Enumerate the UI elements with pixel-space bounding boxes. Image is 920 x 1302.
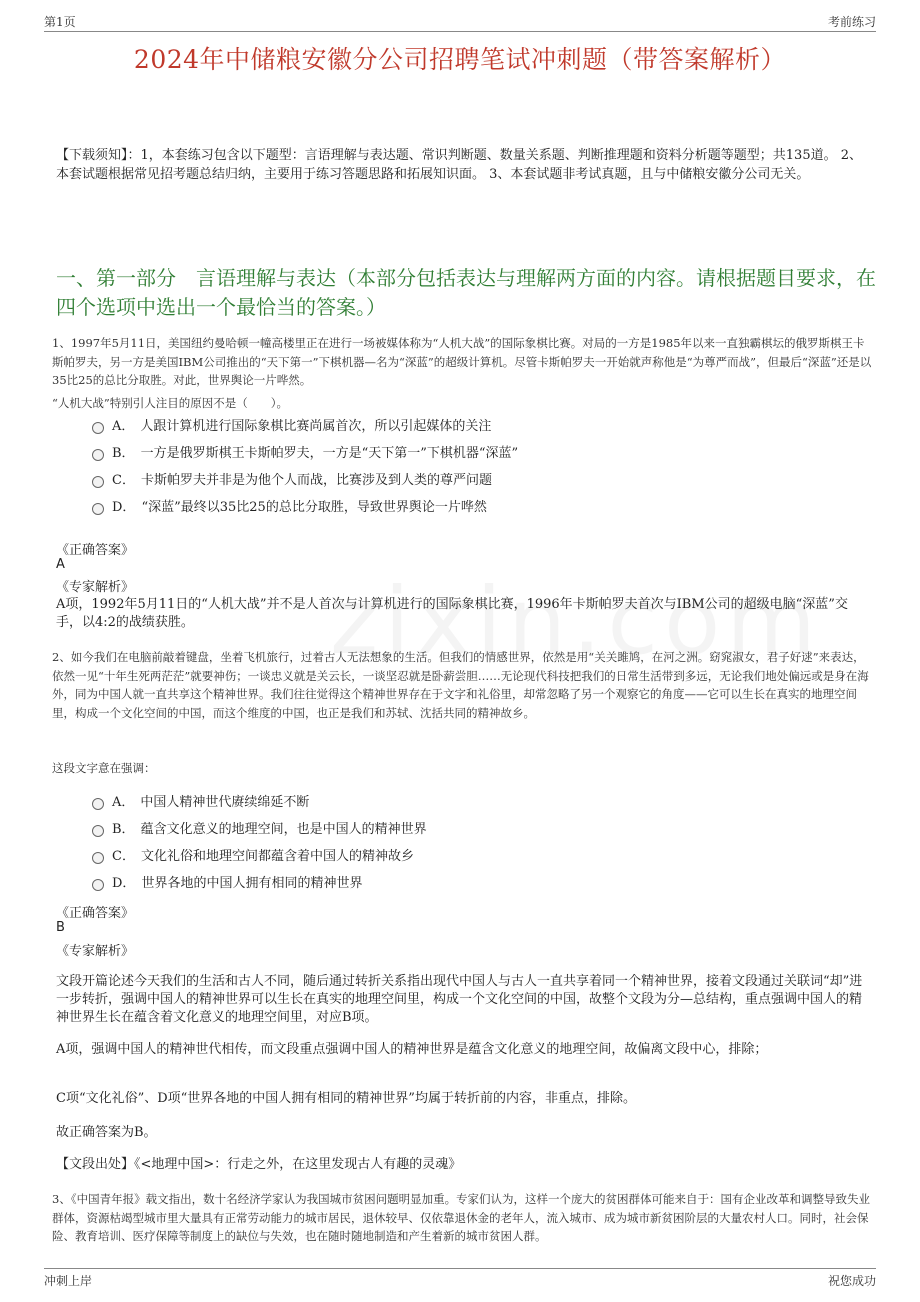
option-letter: D． [112, 500, 136, 515]
radio-icon[interactable] [92, 879, 104, 891]
correct-answer: A [56, 557, 65, 572]
option-a[interactable] [92, 787, 852, 814]
question-1-text: 1、1997年5月11日，美国纽约曼哈顿一幢高楼里正在进行一场被媒体称为“人机大战”的国际象棋比赛。对局的一方是1985年以来一直独霸棋坛的俄罗斯棋王卡斯帕罗夫，另一方是美国IBM公司推出的“天下第一”下棋机器—名为“深蓝”的超级计算机。尽管卡斯帕罗夫一开始就声称他是“为尊严而战”，但最后“深蓝”还是以35比25的总比分取胜。对此，世界舆论一片哗然。 [52, 336, 872, 387]
question-2-stem: 这段文字意在强调： [52, 761, 156, 775]
option-b[interactable] [92, 438, 852, 465]
option-a[interactable] [92, 411, 852, 438]
text-source: 【文段出处】《<地理中国>：行走之外，在这里发现古人有趣的灵魂》 [56, 1157, 462, 1172]
footer-divider [44, 1268, 876, 1269]
option-text: 蕴含文化意义的地理空间，也是中国人的精神世界 [140, 822, 427, 837]
analysis-paragraph: 故正确答案为B。 [56, 1125, 157, 1140]
option-d[interactable] [92, 868, 852, 895]
option-letter: A． [112, 795, 135, 810]
analysis-label: 《专家解析》 [56, 580, 135, 595]
analysis-paragraph: A项，强调中国人的精神世代相传，而文段重点强调中国人的精神世界是蕴含文化意义的地理空间，故偏离文段中心，排除； [56, 1042, 768, 1057]
analysis-paragraph: 文段开篇论述今天我们的生活和古人不同，随后通过转折关系指出现代中国人与古人一直共享着同一个精神世界，接着文段通过关联词“却”进一步转折，强调中国人的精神世界可以生长在真实的地理空间里，构成一个文化空间的中国，故整个文段为分—总结构，重点强调中国人的精神世界生长在蕴含着文化意义的地理空间里，对应B项。 [56, 974, 863, 1025]
analysis-label: 《专家解析》 [56, 944, 135, 959]
question-1-stem: “人机大战”特别引人注目的原因不是（ ）。 [52, 396, 289, 410]
radio-icon[interactable] [92, 449, 104, 461]
radio-icon[interactable] [92, 825, 104, 837]
option-text: 文化礼俗和地理空间都蕴含着中国人的精神故乡 [140, 849, 414, 864]
option-b[interactable] [92, 814, 852, 841]
question-2-options [92, 787, 852, 895]
page-number: 第1页 [44, 15, 76, 29]
question-2-text: 2、如今我们在电脑前敲着键盘，坐着飞机旅行，过着古人无法想象的生活。但我们的情感世界，依然是用“关关雎鸠，在河之洲。窈窕淑女，君子好逑”来表达，依然一见“十年生死两茫茫”就要神伤；一谈忠义就是关云长，一谈坚忍就是卧薪尝胆……无论现代科技把我们的日常生活带到多远，无论我们地处偏远或是身在海外，同为中国人就一直共享这个精神世界。我们往往觉得这个精神世界存在于文字和礼俗里，却常忽略了另一个观察它的角度——它可以生长在真实的地理空间里，构成一个文化空间的中国，而这个维度的中国，也正是我们和苏轼、沈括共同的精神故乡。 [52, 650, 869, 720]
footer-left: 冲刺上岸 [44, 1274, 93, 1288]
answer-label: 《正确答案》 [56, 906, 135, 921]
option-text: 中国人精神世代赓续绵延不断 [140, 795, 310, 810]
section-heading: 一、第一部分 言语理解与表达（本部分包括表达与理解两方面的内容。请根据题目要求，在四个选项中选出一个最恰当的答案。） [56, 266, 876, 319]
option-letter: B． [112, 446, 135, 461]
option-d[interactable] [92, 492, 852, 519]
download-notice: 【下载须知】：1，本套练习包含以下题型：言语理解与表达题、常识判断题、数量关系题、判断推理题和资料分析题等题型；共135道。 2、本套试题根据常见招考题总结归纳，主要用于练习答题思路和拓展知识面。 3、本套试题非考试真题，且与中储粮安徽分公司无关。 [56, 148, 862, 182]
radio-icon[interactable] [92, 422, 104, 434]
option-letter: A． [112, 419, 135, 434]
radio-icon[interactable] [92, 852, 104, 864]
correct-answer: B [56, 920, 65, 935]
question-3-text: 3、《中国青年报》载文指出，数十名经济学家认为我国城市贫困问题明显加重。专家们认为，这样一个庞大的贫困群体可能来自于：国有企业改革和调整导致失业群体，资源枯竭型城市里大量具有正常劳动能力的城市居民，退休较早、仅依靠退休金的老年人，流入城市、成为城市新贫困阶层的大量农村人口。同时，社会保险、教育培训、医疗保障等制度上的缺位与失效，也在随时随地制造和产生着新的城市贫困人群。 [52, 1192, 871, 1243]
option-text: 世界各地的中国人拥有相同的精神世界 [141, 876, 363, 891]
page-title: 2024年中储粮安徽分公司招聘笔试冲刺题（带答案解析） [133, 45, 787, 74]
option-c[interactable] [92, 465, 852, 492]
option-letter: B． [112, 822, 135, 837]
option-text: 一方是俄罗斯棋王卡斯帕罗夫，一方是“天下第一”下棋机器“深蓝” [140, 446, 519, 461]
option-text: 卡斯帕罗夫并非是为他个人而战，比赛涉及到人类的尊严问题 [140, 473, 492, 488]
footer-right: 祝您成功 [827, 1274, 876, 1288]
option-letter: C． [112, 849, 135, 864]
question-1-options [92, 411, 852, 519]
option-text: “深蓝”最终以35比25的总比分取胜，导致世界舆论一片哗然 [141, 500, 487, 515]
radio-icon[interactable] [92, 798, 104, 810]
option-letter: C． [112, 473, 135, 488]
radio-icon[interactable] [92, 503, 104, 515]
header-divider [44, 31, 876, 32]
option-c[interactable] [92, 841, 852, 868]
radio-icon[interactable] [92, 476, 104, 488]
answer-label: 《正确答案》 [56, 543, 135, 558]
header-tag: 考前练习 [827, 15, 876, 29]
option-text: 人跟计算机进行国际象棋比赛尚属首次，所以引起媒体的关注 [140, 419, 492, 434]
analysis-paragraph: C项“文化礼俗”、D项“世界各地的中国人拥有相同的精神世界”均属于转折前的内容，非重点，排除。 [56, 1091, 636, 1106]
analysis-text: A项，1992年5月11日的“人机大战”并不是人首次与计算机进行的国际象棋比赛，1996年卡斯帕罗夫首次与IBM公司的超级电脑“深蓝”交手，以4:2的战绩获胜。 [56, 597, 848, 630]
option-letter: D． [112, 876, 136, 891]
